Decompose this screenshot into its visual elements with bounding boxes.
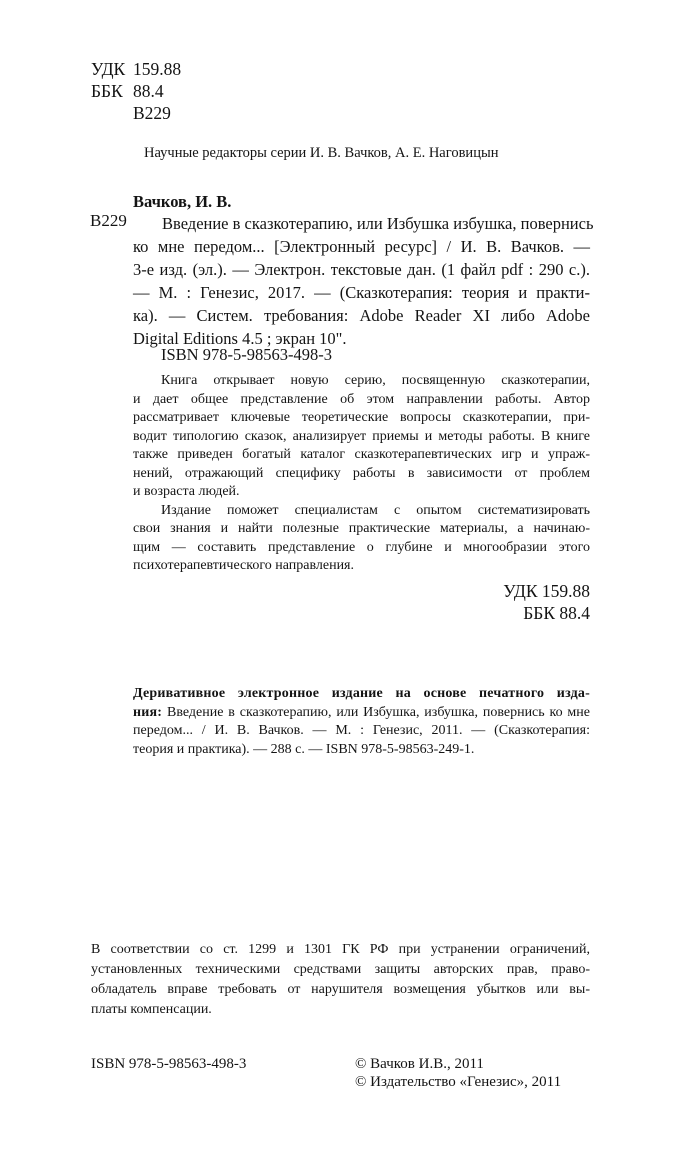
copyright-block [355, 1055, 561, 1091]
derivative-text: Введение в сказкотерапию, или Избушка, избушка, повернись ко мне [167, 704, 590, 720]
rights-line: платы компенсации. [91, 1002, 212, 1017]
bibliographic-description [133, 212, 594, 350]
derivative-line [133, 704, 590, 723]
derivative-line [133, 685, 590, 704]
derivative-line: теория и практика). — 288 с. — ISBN 978-5-98563-249-1. [133, 741, 475, 757]
biblio-line: 3-е изд. (эл.). — Электрон. текстовые дан. (1 файл pdf : 290 с.). [133, 260, 590, 279]
abstract-line: рассматривает ключевые теоретические вопросы сказкотерапии, при- [133, 410, 590, 425]
copyright-author: © Вачков И.В., 2011 [355, 1056, 484, 1072]
bbk-code: ББК 88.4 [523, 603, 590, 623]
series-editors: Научные редакторы серии И. В. Вачков, А. Е. Наговицын [144, 145, 499, 161]
rights-line: установленных техническими средствами защиты авторских прав, право- [91, 962, 590, 977]
udk-label: УДК [91, 59, 126, 79]
abstract-line: и дает общее представление об этом направлении работы. Автор [133, 391, 590, 407]
entry-code: В229 [90, 211, 127, 230]
isbn-electronic: ISBN 978-5-98563-498-3 [161, 345, 332, 364]
biblio-line: ка). — Систем. требования: Adobe Reader XI либо Adobe [133, 306, 590, 325]
abstract-line: нений, отражающий специфику работы в зависимости от проблем [133, 465, 590, 481]
udk-row [91, 58, 181, 80]
derivative-line: передом... / И. В. Вачков. — М. : Генезис, 2011. — (Сказкотерапия: [133, 723, 590, 738]
rights-notice [91, 940, 590, 1020]
classification-top [91, 58, 181, 124]
abstract-line: свои знания и найти полезные практические материалы, а начинаю- [133, 521, 590, 536]
entry-author: Вачков, И. В. [133, 192, 232, 211]
biblio-line: — М. : Генезис, 2017. — (Сказкотерапия: теория и практи- [133, 283, 590, 302]
derivative-bold-prefix: ния: [133, 704, 163, 720]
abstract-line: щим — составить представление о глубине и многообразии этого [133, 539, 590, 555]
bbk-row [91, 80, 181, 102]
udk-value: 159.88 [133, 59, 182, 79]
abstract [133, 372, 590, 576]
classification-bottom [440, 580, 590, 624]
author-code-row [91, 102, 181, 124]
udk-code: УДК 159.88 [503, 581, 590, 601]
bbk-value: 88.4 [133, 81, 164, 101]
derivative-bold-line: Деривативное электронное издание на основе печатного изда- [133, 686, 590, 701]
rights-line: В соответствии со ст. 1299 и 1301 ГК РФ при устранении ограничений, [91, 942, 590, 957]
abstract-line: водит типологию сказок, анализирует приемы и методы работы. В книге [133, 428, 590, 444]
biblio-line: Введение в сказкотерапию, или Избушка избушка, повернись [162, 214, 594, 233]
abstract-line: также приведен богатый каталог сказкотерапевтических игр и упраж- [133, 447, 590, 462]
bbk-label: ББК [91, 81, 123, 101]
isbn-footer: ISBN 978-5-98563-498-3 [91, 1056, 247, 1072]
rights-line: обладатель вправе требовать от нарушителя возмещения убытков или вы- [91, 982, 590, 997]
derivative-note [133, 685, 590, 759]
biblio-line: ко мне передом... [Электронный ресурс] / И. В. Вачков. — [133, 237, 590, 256]
abstract-line: психотерапевтического направления. [133, 558, 354, 573]
abstract-line: Издание поможет специалистам с опытом систематизировать [161, 502, 590, 518]
author-code: В229 [133, 103, 171, 123]
copyright-publisher: © Издательство «Генезис», 2011 [355, 1074, 562, 1090]
abstract-line: и возраста людей. [133, 484, 240, 499]
biblio-line: Digital Editions 4.5 ; экран 10". [133, 329, 347, 348]
abstract-line: Книга открывает новую серию, посвященную сказкотерапии, [161, 373, 590, 388]
